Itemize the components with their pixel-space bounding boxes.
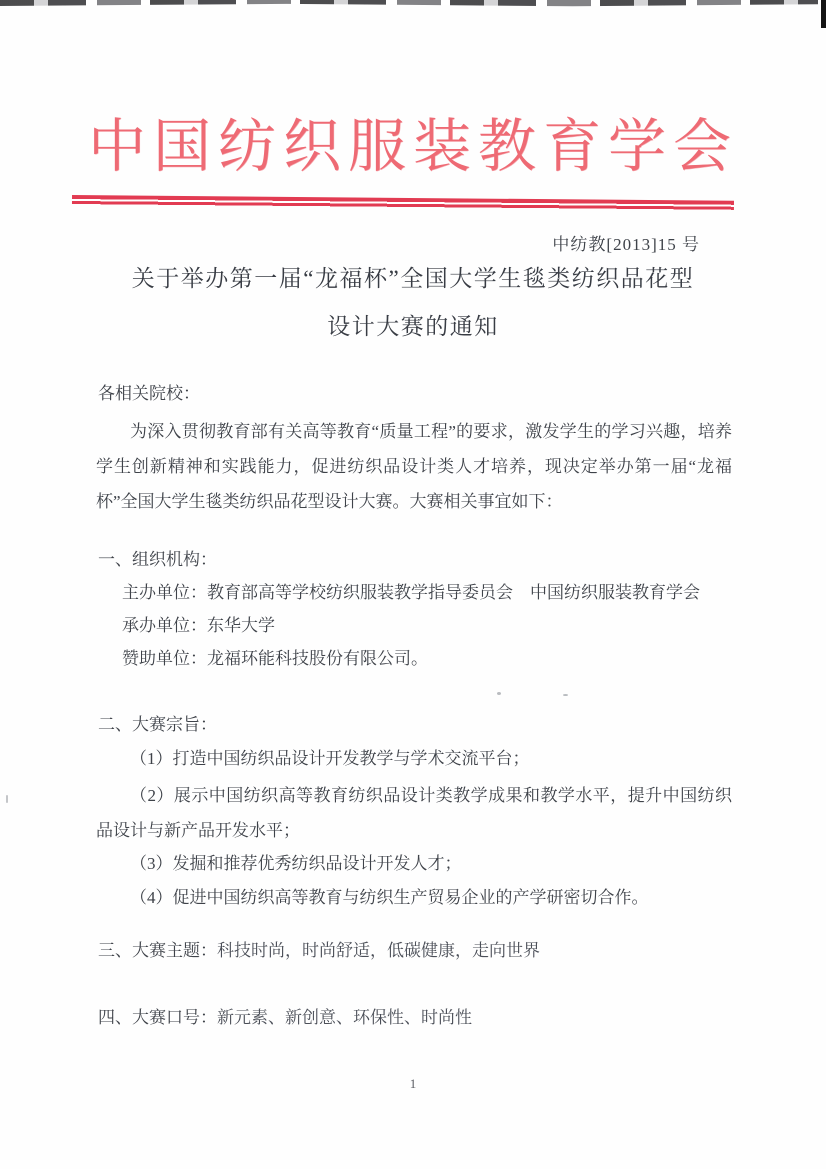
letterhead-org-name: 中国纺织服装教育学会 (87, 114, 738, 179)
section-2-item-4: （4）促进中国纺织高等教育与纺织生产贸易企业的产学研密切合作。 (130, 888, 649, 907)
scan-speck (497, 692, 501, 695)
scan-speck (6, 795, 8, 803)
section-4-heading: 四、大赛口号： (98, 1008, 217, 1027)
page-number: 1 (409, 1076, 417, 1091)
document-number: 中纺教[2013]15 号 (552, 235, 700, 254)
section-4-slogan (98, 1003, 472, 1028)
notice-title-line1: 关于举办第一届“龙福杯”全国大学生毯类纺织品花型 (131, 266, 695, 291)
section-2-item-1: （1）打造中国纺织品设计开发教学与学术交流平台； (130, 749, 530, 768)
section-3-content: 科技时尚，时尚舒适，低碳健康，走向世界 (217, 941, 540, 960)
salutation: 各相关院校： (98, 384, 200, 403)
section-1-item-organizer: 承办单位：东华大学 (122, 616, 275, 635)
section-4-content: 新元素、新创意、环保性、时尚性 (217, 1008, 472, 1027)
scan-artifact-corner-bar (821, 0, 826, 28)
section-2-heading: 二、大赛宗旨： (98, 715, 217, 734)
scan-speck (563, 694, 568, 696)
section-1-item-sponsor: 赞助单位：龙福环能科技股份有限公司。 (122, 649, 428, 668)
section-2-item-2: （2）展示中国纺织高等教育纺织品设计类教学成果和教学水平，提升中国纺织品设计与新产品开发水平； (96, 786, 732, 840)
section-2-item-3: （3）发掘和推荐优秀纺织品设计开发人才； (130, 854, 462, 873)
letterhead-double-rule (72, 195, 734, 211)
section-1-heading: 一、组织机构： (98, 550, 217, 569)
section-3-theme (98, 936, 540, 961)
scan-artifact-top-band (0, 0, 818, 7)
section-1-item-host: 主办单位：教育部高等学校纺织服装教学指导委员会 中国纺织服装教育学会 (122, 583, 700, 602)
notice-title-line2: 设计大赛的通知 (327, 314, 499, 339)
section-3-heading: 三、大赛主题： (98, 941, 217, 960)
intro-paragraph: 为深入贯彻教育部有关高等教育“质量工程”的要求，激发学生的学习兴趣，培养学生创新精神和实践能力，促进纺织品设计类人才培养，现决定举办第一届“龙福杯”全国大学生毯类纺织品花型设计大赛。大赛相关事宜如下： (96, 422, 732, 511)
